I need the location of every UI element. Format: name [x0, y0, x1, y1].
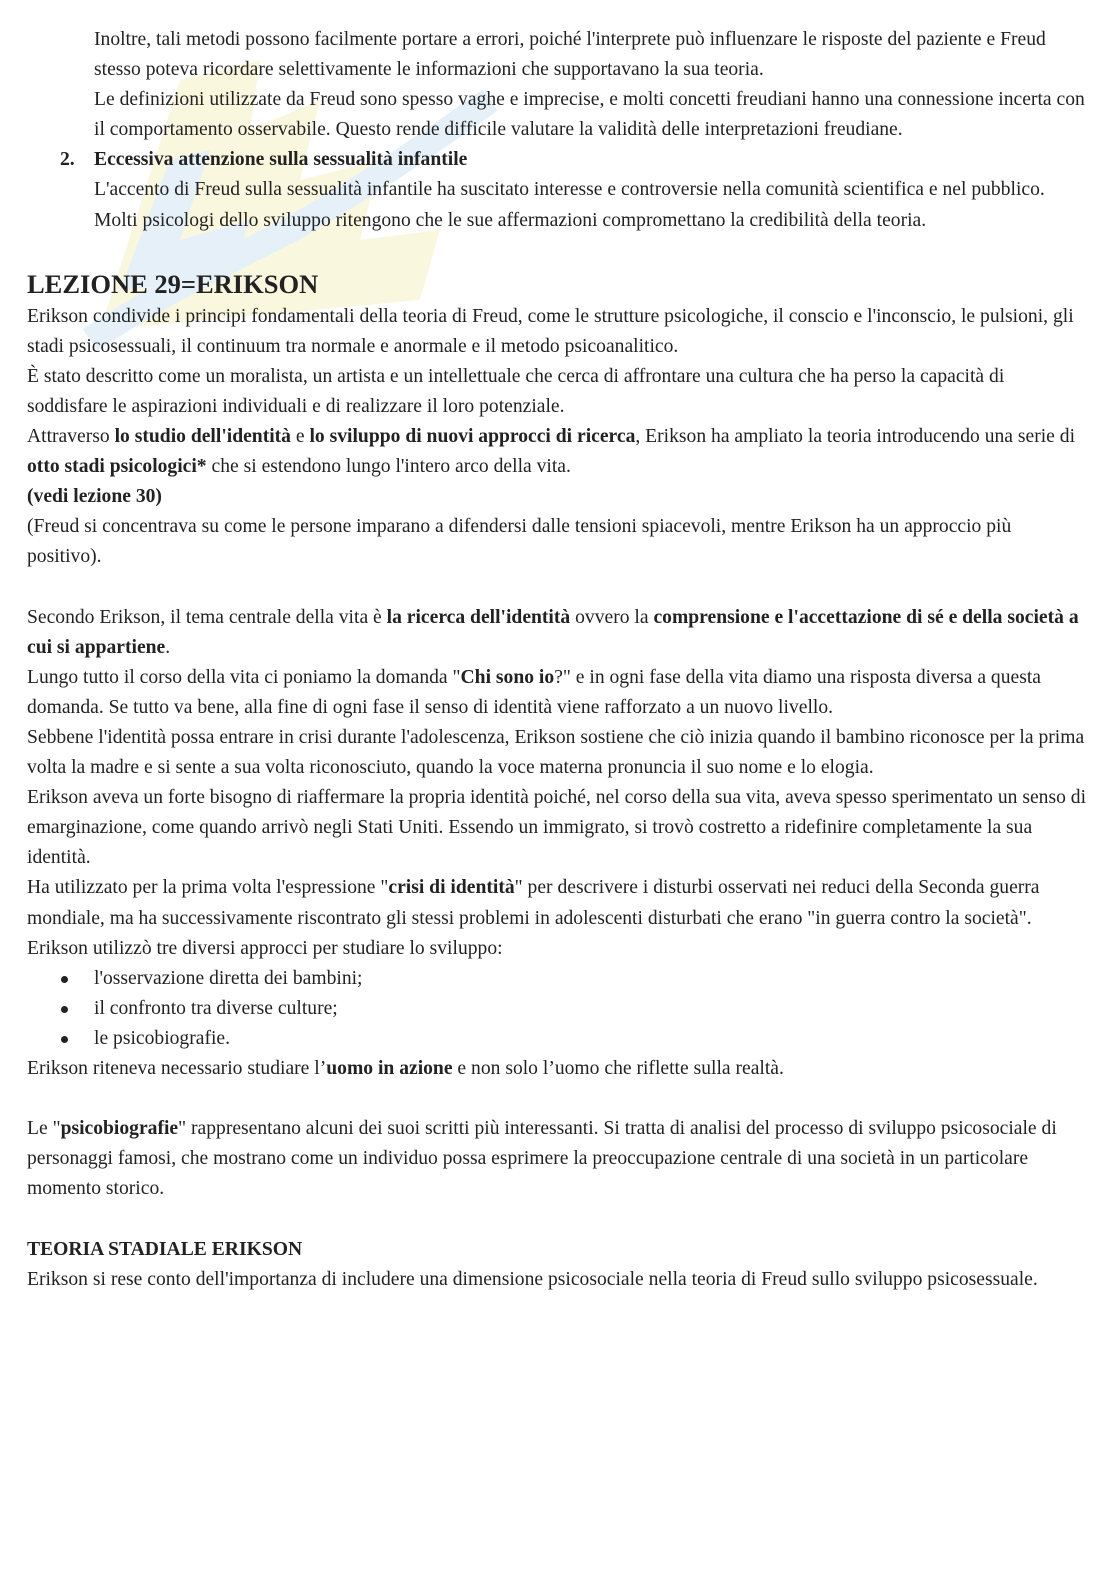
lesson-paragraph-6: Lungo tutto il corso della vita ci poniamo la domanda "Chi sono io?" e in ogni fase della vita diamo una risposta diversa a questa domanda. Se tutto va bene, alla fine di ogni fase il senso di identità viene rafforzato a un nuovo livello. — [27, 666, 1041, 718]
item-number: 2. — [60, 149, 75, 171]
lesson-paragraph-13: Erikson si rese conto dell'importanza di includere una dimensione psicosociale nella teoria di Freud sullo sviluppo psicosessuale. — [27, 1268, 1038, 1290]
document-page — [27, 25, 1089, 1295]
numbered-item-2 — [27, 145, 1089, 235]
see-lesson-note: (vedi lezione 30) — [27, 486, 162, 508]
lesson-paragraph-9: Ha utilizzato per la prima volta l'espressione "crisi di identità" per descrivere i disturbi osservati nei reduci della Seconda guerra mondiale, ma ha successivamente riscontrato gli stessi problemi in adolescenti disturbati che erano "in guerra contro la società". — [27, 877, 1040, 929]
list-item: il confronto tra diverse culture; — [27, 994, 1089, 1024]
lesson-paragraph-5: Secondo Erikson, il tema centrale della vita è la ricerca dell'identità ovvero la comprensione e l'accettazione di sé e della società a cui si appartiene. — [27, 606, 1079, 658]
item-text: L'accento di Freud sulla sessualità infantile ha suscitato interesse e controversie nella comunità scientifica e nel pubblico. Molti psicologi dello sviluppo ritengono che le sue affermazioni compromettano la credibilità della teoria. — [94, 179, 1045, 231]
approaches-list — [27, 964, 1089, 1054]
item-title: Eccessiva attenzione sulla sessualità infantile — [94, 149, 468, 171]
lesson-heading: LEZIONE 29=ERIKSON — [27, 268, 319, 299]
lesson-paragraph-7: Sebbene l'identità possa entrare in crisi durante l'adolescenza, Erikson sostiene che ciò inizia quando il bambino riconosce per la prima volta la madre e si sente a sua volta riconosciuto, quando la voce materna pronuncia il suo nome e lo elogia. — [27, 726, 1085, 779]
section-subheading: TEORIA STADIALE ERIKSON — [27, 1238, 303, 1260]
lesson-paragraph-1: Erikson condivide i principi fondamentali della teoria di Freud, come le strutture psicologiche, il conscio e l'inconscio, le pulsioni, gli stadi psicosessuali, il continuum tra normale e anormale e il metodo psicoanalitico. — [27, 305, 1074, 357]
list-item: le psicobiografie. — [27, 1024, 1089, 1054]
lesson-paragraph-8: Erikson aveva un forte bisogno di riaffermare la propria identità poiché, nel corso della sua vita, aveva spesso sperimentato un senso di emarginazione, come quando arrivò negli Stati Uniti. Essendo un immigrato, si trovò costretto a ridefinire completamente la sua identità. — [27, 787, 1087, 869]
lesson-paragraph-4: (Freud si concentrava su come le persone imparano a difendersi dalle tensioni spiacevoli, mentre Erikson ha un approccio più positivo). — [27, 516, 1012, 568]
lesson-paragraph-3: Attraverso lo studio dell'identità e lo sviluppo di nuovi approcci di ricerca, Erikson ha ampliato la teoria introducendo una serie di otto stadi psicologici* che si estendono lungo l'intero arco della vita. — [27, 426, 1076, 478]
intro-paragraph-2: Le definizioni utilizzate da Freud sono spesso vaghe e imprecise, e molti concetti freudiani hanno una connessione incerta con il comportamento osservabile. Questo rende difficile valutare la validità delle interpretazioni freudiane. — [94, 89, 1085, 141]
lesson-paragraph-2: È stato descritto come un moralista, un artista e un intellettuale che cerca di affrontare una cultura che ha perso la capacità di soddisfare le aspirazioni individuali e di realizzare il loro potenziale. — [27, 365, 1005, 417]
lesson-paragraph-11: Erikson riteneva necessario studiare l’uomo in azione e non solo l’uomo che riflette sulla realtà. — [27, 1058, 784, 1079]
intro-paragraph-1: Inoltre, tali metodi possono facilmente portare a errori, poiché l'interprete può influenzare le risposte del paziente e Freud stesso poteva ricordare selettivamente le informazioni che supportavano la sua teoria. — [94, 29, 1046, 81]
lesson-paragraph-10: Erikson utilizzò tre diversi approcci per studiare lo sviluppo: — [27, 937, 503, 959]
list-item: l'osservazione diretta dei bambini; — [27, 964, 1089, 994]
lesson-paragraph-12: Le "psicobiografie" rappresentano alcuni dei suoi scritti più interessanti. Si tratta di analisi del processo di sviluppo psicosociale di personaggi famosi, che mostrano come un individuo possa esprimere la preoccupazione centrale di una società in un particolare momento storico. — [27, 1118, 1057, 1200]
